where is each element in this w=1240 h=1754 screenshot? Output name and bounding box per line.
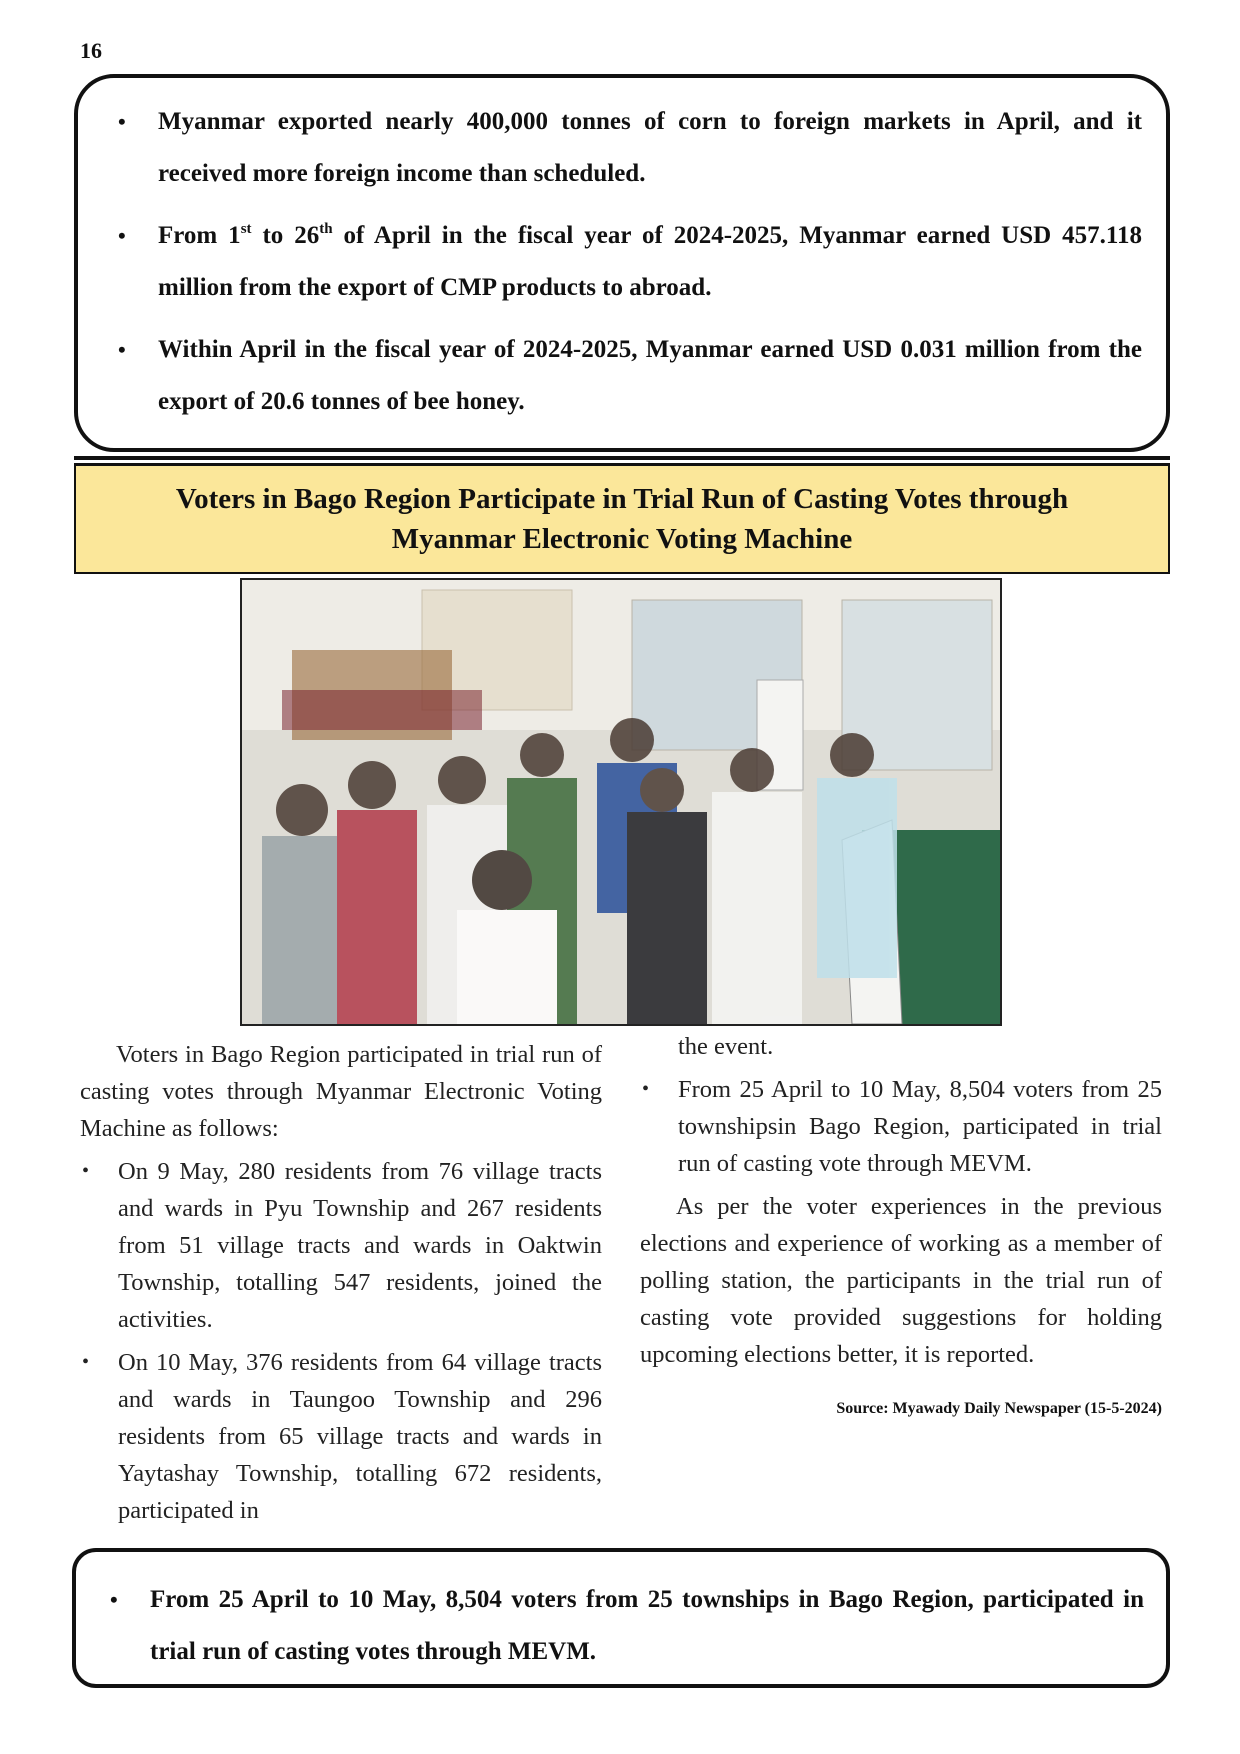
article-source: Source: Myawady Daily Newspaper (15-5-2024) <box>836 1400 1162 1417</box>
summary-bullet: • Within April in the fiscal year of 2024-2025, Myanmar earned USD 0.031 million from the export of 20.6 tonnes of bee honey. <box>100 324 1142 428</box>
summary-box-top <box>74 74 1170 452</box>
article-continuation: the event. <box>678 1033 774 1060</box>
summary-list <box>78 78 1166 428</box>
article-list <box>80 1153 602 1529</box>
headline-line-1: Voters in Bago Region Participate in Trial Run of Casting Votes through <box>175 483 1069 515</box>
superscript: th <box>319 221 333 237</box>
article-bullet: • On 9 May, 280 residents from 76 village tracts and wards in Pyu Township and 267 residents from 51 village tracts and wards in Oaktwin Township, totalling 547 residents, joined the activities. <box>80 1153 602 1338</box>
article-headline <box>74 464 1170 574</box>
article-column-left <box>80 1036 602 1529</box>
event-photo <box>240 578 1002 1026</box>
summary-bullet: • Myanmar exported nearly 400,000 tonnes of corn to foreign markets in April, and it received more foreign income than scheduled. <box>100 96 1142 200</box>
bullet-text: to 26 <box>251 222 320 249</box>
article-bullet: • On 10 May, 376 residents from 64 village tracts and wards in Taungoo Township and 296 residents from 65 village tracts and wards in Yaytashay Township, totalling 672 residents, participated in <box>80 1344 602 1529</box>
summary-list <box>76 1552 1166 1678</box>
article-column-right <box>640 1028 1162 1421</box>
bullet-text: From 1 <box>158 222 241 249</box>
article-intro: Voters in Bago Region participated in trial run of casting votes through Myanmar Electronic Voting Machine as follows: <box>80 1041 602 1142</box>
summary-bullet <box>100 210 1142 314</box>
photo-illustration <box>242 580 1000 1024</box>
superscript: st <box>240 221 252 237</box>
headline-line-2: Myanmar Electronic Voting Machine <box>391 523 853 555</box>
article-closing: As per the voter experiences in the previous elections and experience of working as a member of polling station, the participants in the trial run of casting vote provided suggestions for holding upcoming elections better, it is reported. <box>640 1193 1162 1368</box>
bullet-text: of April in the fiscal year of 2024-2025, Myanmar earned USD 457.118 million from the export of CMP products to abroad. <box>158 222 1143 301</box>
article-bullet: • From 25 April to 10 May, 8,504 voters from 25 townshipsin Bago Region, participated in trial run of casting vote through MEVM. <box>640 1071 1162 1182</box>
page-number: 16 <box>80 38 102 63</box>
article-list <box>640 1071 1162 1182</box>
divider-thick <box>74 456 1170 460</box>
summary-bullet: • From 25 April to 10 May, 8,504 voters from 25 townships in Bago Region, participated in trial run of casting votes through MEVM. <box>92 1574 1144 1678</box>
summary-box-bottom <box>72 1548 1170 1688</box>
